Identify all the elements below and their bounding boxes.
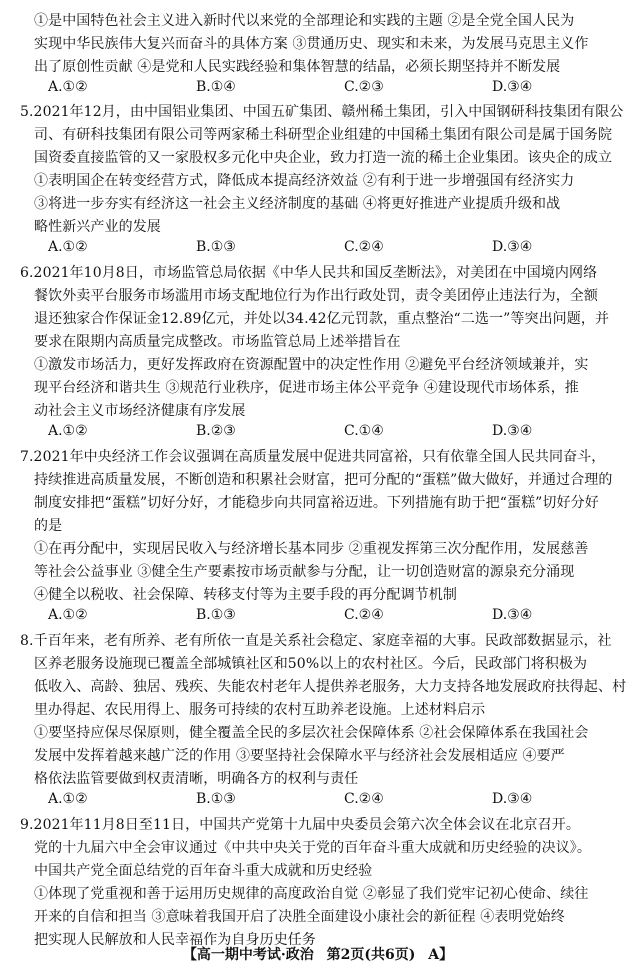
q8-line-3: 低收入、高龄、独居、残疾、失能农村老年人提供养老服务，大力支持各地发展政府扶得起、村 [34, 679, 627, 695]
q4-line-1: ①是中国特色社会主义进入新时代以来党的全部理论和实践的主题 ②是全党全国人民为 [34, 13, 575, 29]
footer-exam-title: 【高一期中考试·政治 [182, 947, 314, 963]
q5-option-d[interactable]: D.③④ [492, 239, 533, 255]
q4-option-a[interactable]: A.①② [48, 79, 88, 95]
q7-option-a[interactable]: A.①② [48, 607, 88, 623]
q5-options [48, 239, 628, 259]
q6-line-5: ①激发市场活力，更好发挥政府在资源配置中的决定性作用 ②避免平台经济领域兼并，实 [34, 357, 589, 373]
q8-option-c[interactable]: C.②④ [344, 791, 384, 807]
footer-version: A】 [428, 947, 454, 963]
q6-line-2: 餐饮外卖平台服务市场滥用市场支配地位行为作出行政处罚，责令美团停止违法行为，全额 [34, 288, 598, 304]
q5-line-4: ①表明国企在转变经营方式，降低成本提高经济效益 ②有利于进一步增强国有经济实力 [34, 173, 575, 189]
q4-option-c[interactable]: C.②③ [344, 79, 384, 95]
q8-option-a[interactable]: A.①② [48, 791, 88, 807]
q6-option-a[interactable]: A.①② [48, 423, 88, 439]
q5-line-1: 5.2021年12月，由中国铝业集团、中国五矿集团、赣州稀土集团，引入中国钢研科技集团有限公 [20, 104, 624, 120]
q7-line-7: ④健全以税收、社会保障、转移支付等为主要手段的再分配调节机制 [34, 587, 457, 603]
q5-option-a[interactable]: A.①② [48, 239, 88, 255]
page-footer [0, 944, 636, 964]
q7-line-5: ①在再分配中，实现居民收入与经济增长基本同步 ②重视发挥第三次分配作用，发展慈善 [34, 541, 589, 557]
q9-line-5: 开来的自信和担当 ③意味着我国开启了决胜全面建设小康社会的新征程 ④表明党始终 [34, 909, 565, 925]
q4-option-b[interactable]: B.①④ [196, 79, 236, 95]
q6-line-3: 退还独家合作保证金12.89亿元，并处以34.42亿元罚款，重点整治“二选一”等突出问题，并 [34, 311, 610, 327]
q7-option-b[interactable]: B.①③ [196, 607, 236, 623]
q6-line-7: 动社会主义市场经济健康有序发展 [34, 403, 246, 419]
q6-line-6: 现平台经济和谐共生 ③规范行业秩序，促进市场主体公平竞争 ④建设现代市场体系，推 [34, 380, 579, 396]
q7-line-2: 持续推进高质量发展，不断创造和积累社会财富，把可分配的“蛋糕”做大做好，并通过合理的 [34, 472, 613, 488]
q6-option-b[interactable]: B.②③ [196, 423, 236, 439]
q7-option-c[interactable]: C.②④ [344, 607, 384, 623]
q7-line-6: 等社会公益事业 ③健全生产要素按市场贡献参与分配，让一切创造财富的源泉充分涌现 [34, 564, 575, 580]
q5-option-c[interactable]: C.②④ [344, 239, 384, 255]
q7-line-3: 制度安排把“蛋糕”切好分好，才能稳步向共同富裕迈进。下列措施有助于把“蛋糕”切好分好 [34, 495, 599, 511]
q6-option-c[interactable]: C.①④ [344, 423, 384, 439]
q9-line-4: ①体现了党重视和善于运用历史规律的高度政治自觉 ②彰显了我们党牢记初心使命、续往 [34, 886, 589, 902]
q5-option-b[interactable]: B.①③ [196, 239, 236, 255]
q6-line-1: 6.2021年10月8日，市场监管总局依据《中华人民共和国反垄断法》，对美团在中国境内网络 [20, 265, 598, 281]
q7-option-d[interactable]: D.③④ [492, 607, 533, 623]
q5-line-5: ③将进一步夯实有经济这一社会主义经济制度的基础 ④将更好推进产业提质升级和战 [34, 196, 561, 212]
q6-option-d[interactable]: D.③④ [492, 423, 533, 439]
q7-line-1: 7.2021年中央经济工作会议强调在高质量发展中促进共同富裕，只有依靠全国人民共同奋斗， [20, 449, 606, 465]
q4-options [48, 79, 628, 99]
q4-line-3: 出了原创性贡献 ④是党和人民实践经验和集体智慧的结晶，必须长期坚持并不断发展 [34, 59, 561, 75]
q7-line-4: 的是 [34, 518, 63, 534]
q5-line-6: 略性新兴产业的发展 [34, 219, 161, 235]
q8-line-2: 区养老服务设施现已覆盖全部城镇社区和50%以上的农村社区。今后，民政部门将积极为 [34, 656, 588, 672]
q5-line-2: 司、有研科技集团有限公司等两家稀土科研型企业组建的中国稀土集团有限公司是属于国务院 [34, 127, 613, 143]
q4-option-d[interactable]: D.③④ [492, 79, 533, 95]
q9-line-3: 中国共产党全面总结党的百年奋斗重大成就和历史经验 [34, 863, 373, 879]
q8-options [48, 791, 628, 811]
q5-line-3: 国资委直接监管的又一家股权多元化中央企业，致力打造一流的稀土企业集团。该央企的成立 [34, 150, 613, 166]
q6-options [48, 423, 628, 443]
q8-option-b[interactable]: B.①③ [196, 791, 236, 807]
q8-line-1: 8.千百年来，老有所养、老有所依一直是关系社会稳定、家庭幸福的大事。民政部数据显示，社 [20, 633, 612, 649]
q8-line-4: 里办得起、农民用得上、服务可持续的农村互助养老设施。上述材料启示 [34, 702, 486, 718]
q9-line-6: 把实现人民解放和人民幸福作为自身历史任务 [34, 932, 316, 948]
footer-page-number: 第2页(共6页) [326, 947, 416, 963]
q8-option-d[interactable]: D.③④ [492, 791, 533, 807]
q9-line-2: 党的十九届六中全会审议通过《中共中央关于党的百年奋斗重大成就和历史经验的决议》。 [34, 840, 591, 856]
q4-line-2: 实现中华民族伟大复兴而奋斗的具体方案 ③贯通历史、现实和未来，为发展马克思主义作 [34, 36, 589, 52]
q8-line-6: 发展中发挥着越来越广泛的作用 ③要坚持社会保障水平与经济社会发展相适应 ④要严 [34, 748, 565, 764]
q9-line-1: 9.2021年11月8日至11日，中国共产党第十九届中央委员会第六次全体会议在北京召开。 [20, 817, 580, 833]
q6-line-4: 要求在限期内高质量完成整改。市场监管总局上述举措旨在 [34, 334, 401, 350]
q8-line-5: ①要坚持应保尽保原则，健全覆盖全民的多层次社会保障体系 ②社会保障体系在我国社会 [34, 725, 589, 741]
q7-options [48, 607, 628, 627]
q8-line-7: 格依法监管要做到权责清晰，明确各方的权利与责任 [34, 771, 359, 787]
